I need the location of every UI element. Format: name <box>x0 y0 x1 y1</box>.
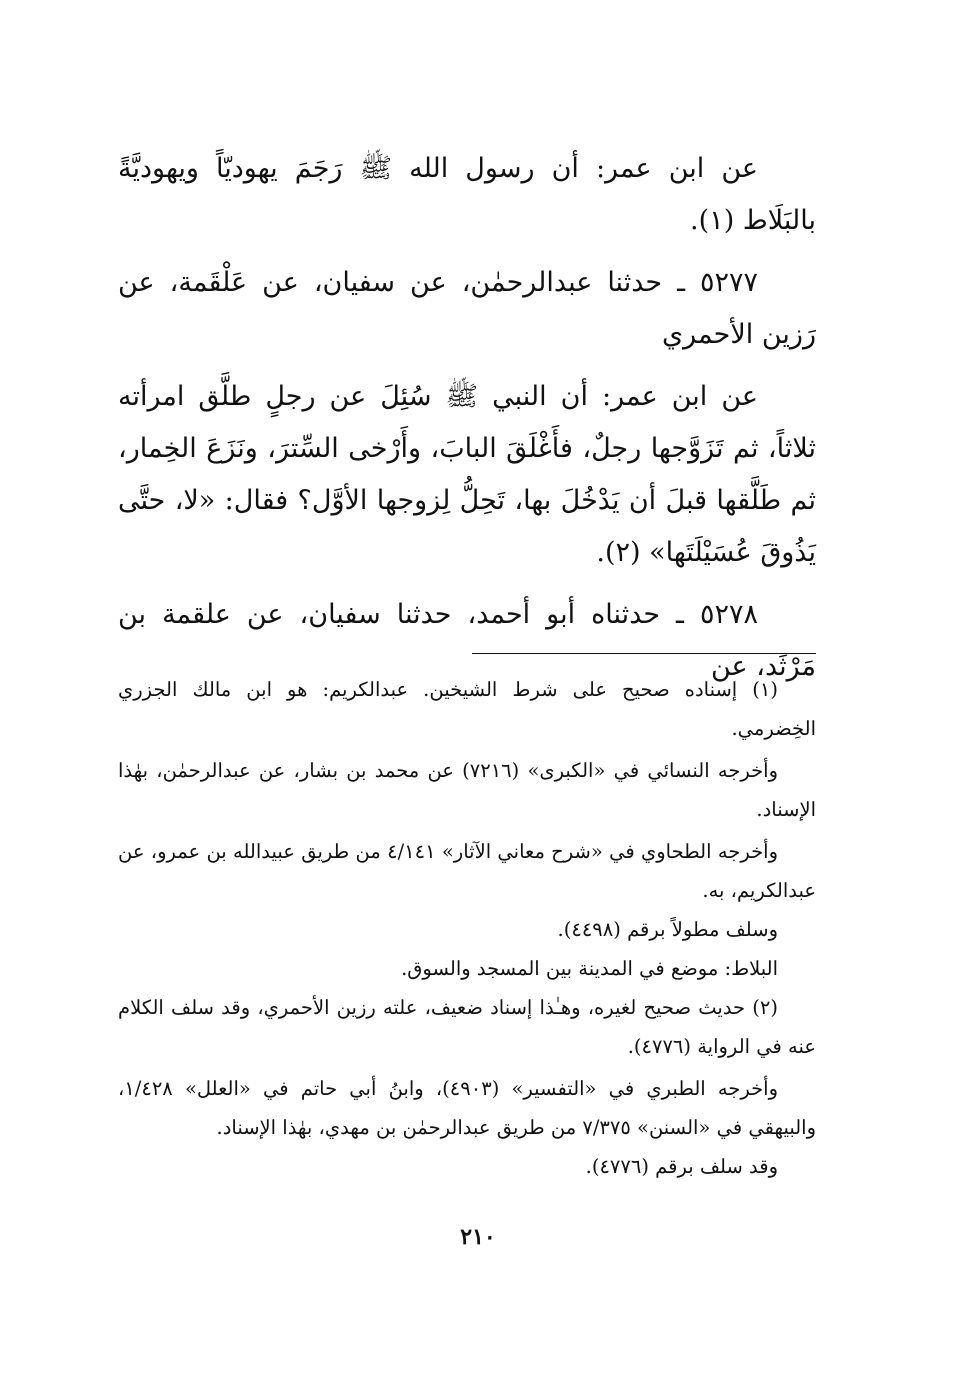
footnote-1: (١) إسناده صحيح على شرط الشيخين. عبدالكريم: هو ابن مالك الجزري الخِضرمي. <box>118 678 816 740</box>
footnote-paragraph: وأخرجه النسائي في «الكبرى» (٧٢١٦) عن محمد بن بشار، عن عبدالرحمٰن، بهٰذا الإسناد. <box>118 759 816 821</box>
footnote-paragraph: وأخرجه الطحاوي في «شرح معاني الآثار» ٤/١٤١ من طريق عبيدالله بن عمرو، عن عبدالكريم، به. <box>118 840 816 902</box>
footnote-2: (٢) حديث صحيح لغيره، وهـٰذا إسناد ضعيف، علته رزين الأحمري، وقد سلف الكلام عنه في الرواية (٤٧٧٦). <box>118 996 816 1058</box>
hadith-text: عن ابن عمر: أن رسول الله ﷺ رَجَمَ يهوديّاً ويهوديَّةً بالبَلَاط (١). <box>118 153 816 236</box>
footnote-divider <box>472 653 816 654</box>
isnad-5277: ٥٢٧٧ ـ حدثنا عبدالرحمٰن، عن سفيان، عن عَلْقَمة، عن رَزين الأحمري <box>118 267 816 350</box>
footnote-paragraph: وسلف مطولاً برقم (٤٤٩٨). <box>557 918 778 941</box>
footnote-paragraph: وأخرجه الطبري في «التفسير» (٤٩٠٣)، وابنُ أبي حاتم في «العلل» ١/٤٢٨، والبيهقي في «السنن» ٧/٣٧٥ من طريق عبدالرحمٰن بن مهدي، بهٰذا الإسناد. <box>118 1077 816 1139</box>
footnote-paragraph: وقد سلف برقم (٤٧٧٦). <box>585 1155 778 1178</box>
footnotes <box>118 670 816 1186</box>
hadith-text: عن ابن عمر: أن النبي ﷺ سُئِلَ عن رجلٍ طلَّق امرأته ثلاثاً، ثم تَزَوَّجها رجلٌ، فأَغْلَقَ البابَ، وأَرْخى السِّترَ، ونَزَعَ الخِمار، ثم طَلَّقها قبلَ أن يَدْخُلَ بها، تَحِلُّ لِزوجها الأوَّل؟ فقال: «لا، حتَّى يَذُوقَ عُسَيْلَتَها» (٢). <box>118 381 816 568</box>
main-text <box>118 143 816 693</box>
footnote-paragraph: البلاط: موضع في المدينة بين المسجد والسوق. <box>401 957 778 980</box>
page-number: ٢١٠ <box>460 1224 496 1250</box>
isnad-5278: ٥٢٧٨ ـ حدثناه أبو أحمد، حدثنا سفيان، عن علقمة بن مَرْثَد، عن <box>118 599 816 682</box>
